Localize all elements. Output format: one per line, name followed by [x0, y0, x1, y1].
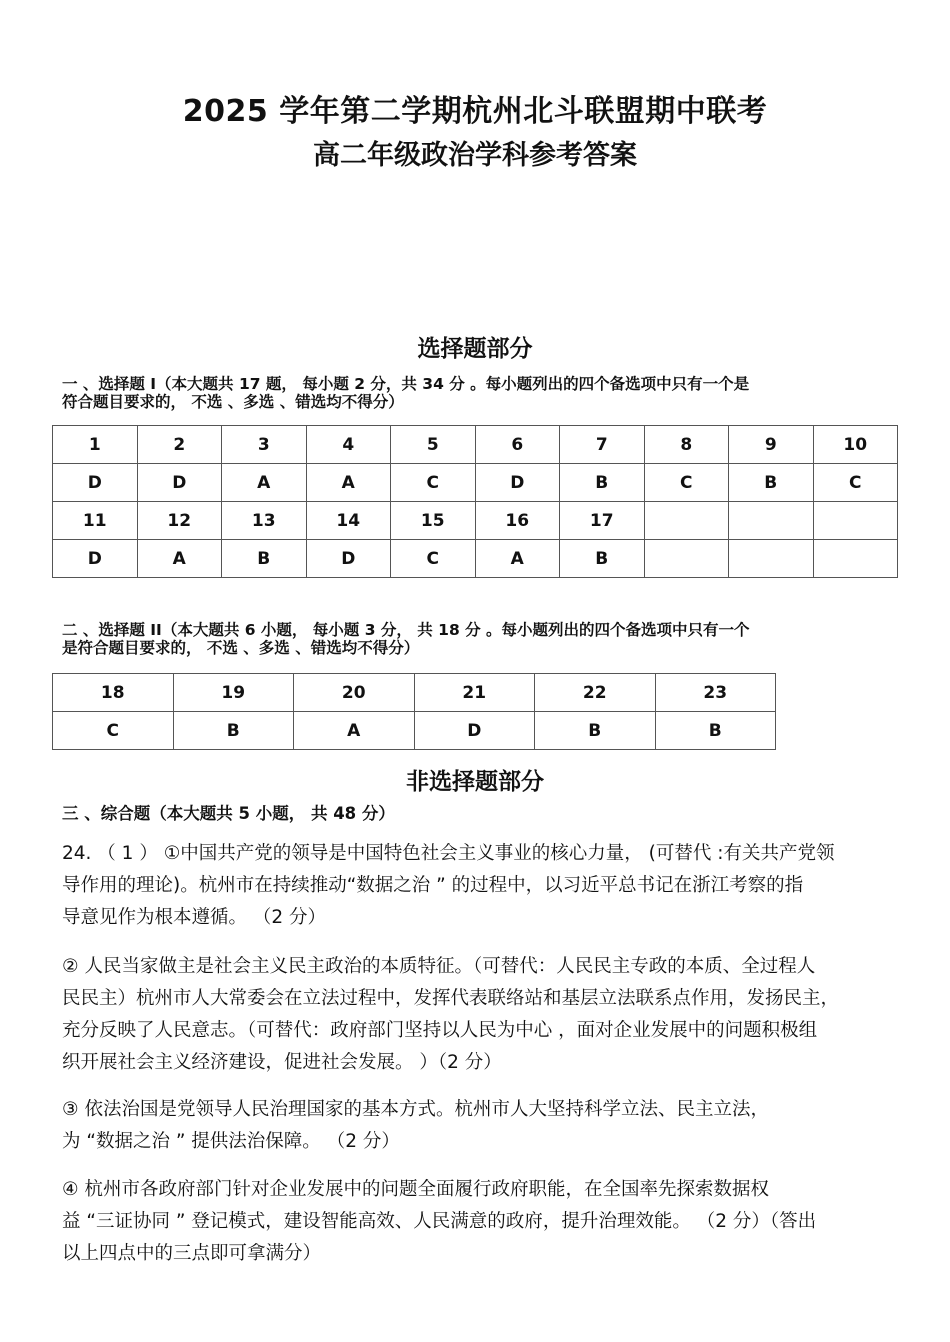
paragraph-line: 益 “三证协同 ” 登记模式，建设智能高效、人民满意的政府，提升治理效能。 （2 分）（答出 [62, 1211, 817, 1232]
table-cell: 21 [414, 674, 535, 712]
table-row [53, 712, 776, 750]
table-cell: B [535, 712, 656, 750]
document-subtitle: 高二年级政治学科参考答案 [313, 140, 637, 171]
table-row [53, 502, 898, 540]
table-cell: B [560, 464, 645, 502]
paragraph-line: ② 人民当家做主是社会主义民主政治的本质特征。（可替代：人民民主专政的本质、全过程人 [62, 956, 816, 977]
table-row [53, 674, 776, 712]
paragraph-line: 导意见作为根本遵循。 （2 分） [62, 907, 327, 928]
part2-instruction [62, 621, 892, 657]
table-cell: 14 [306, 502, 391, 540]
nonmc-section-heading: 非选择题部分 [406, 769, 544, 795]
table-cell: A [137, 540, 222, 578]
table-cell: 9 [729, 426, 814, 464]
table-cell [729, 502, 814, 540]
table-cell: 8 [644, 426, 729, 464]
table-cell: 1 [53, 426, 138, 464]
table-cell: C [644, 464, 729, 502]
paragraph-line: 以上四点中的三点即可拿满分） [62, 1243, 322, 1264]
table-cell [729, 540, 814, 578]
table-cell: 6 [475, 426, 560, 464]
table-cell: 18 [53, 674, 174, 712]
answer-paragraph-4 [62, 1174, 892, 1270]
table-cell: B [560, 540, 645, 578]
table-cell: 17 [560, 502, 645, 540]
table-cell: 10 [813, 426, 898, 464]
table-row [53, 540, 898, 578]
paragraph-line: 充分反映了人民意志。（可替代：政府部门坚持以人民为中心 ，面对企业发展中的问题积极组 [62, 1020, 818, 1041]
table-cell: A [306, 464, 391, 502]
table-cell: 20 [294, 674, 415, 712]
part1-instruction [62, 375, 892, 411]
table-cell: D [414, 712, 535, 750]
document-title: 2025 学年第二学期杭州北斗联盟期中联考 [182, 94, 768, 129]
table-cell: 16 [475, 502, 560, 540]
part1-instruction-line2: 符合题目要求的， 不选 、多选 、错选均不得分） [62, 393, 404, 411]
table-row [53, 464, 898, 502]
table-row [53, 426, 898, 464]
table-cell [813, 540, 898, 578]
part1-instruction-line1: 一 、选择题 I（本大题共 17 题， 每小题 2 分，共 34 分 。每小题列出的四个备选项中只有一个是 [62, 375, 750, 393]
table-cell: 2 [137, 426, 222, 464]
part1-answer-table-body [53, 426, 898, 578]
answer-paragraph-24-1 [62, 838, 892, 934]
part2-answer-table [52, 673, 776, 750]
table-cell: B [222, 540, 307, 578]
paragraph-line: 织开展社会主义经济建设，促进社会发展。 ）（2 分） [62, 1052, 502, 1073]
part2-answer-table-body [53, 674, 776, 750]
table-cell [644, 540, 729, 578]
table-cell: B [173, 712, 294, 750]
table-cell: 13 [222, 502, 307, 540]
paragraph-line: ③ 依法治国是党领导人民治理国家的基本方式。杭州市人大坚持科学立法、民主立法， [62, 1099, 769, 1120]
table-cell: 23 [655, 674, 776, 712]
table-cell: 15 [391, 502, 476, 540]
table-cell: D [137, 464, 222, 502]
table-cell: 11 [53, 502, 138, 540]
part2-instruction-line1: 二 、选择题 II（本大题共 6 小题， 每小题 3 分， 共 18 分 。每小题列出的四个备选项中只有一个 [62, 621, 750, 639]
part2-instruction-line2: 是符合题目要求的， 不选 、多选 、错选均不得分） [62, 639, 420, 657]
table-cell: C [813, 464, 898, 502]
table-cell: C [391, 464, 476, 502]
table-cell [813, 502, 898, 540]
part3-instruction: 三 、综合题（本大题共 5 小题， 共 48 分） [62, 804, 395, 823]
paragraph-line: 民民主）杭州市人大常委会在立法过程中，发挥代表联络站和基层立法联系点作用，发扬民主， [62, 988, 840, 1009]
table-cell: 12 [137, 502, 222, 540]
table-cell: 3 [222, 426, 307, 464]
table-cell [644, 502, 729, 540]
table-cell: A [294, 712, 415, 750]
table-cell: A [222, 464, 307, 502]
answer-paragraph-2 [62, 951, 892, 1079]
table-cell: B [729, 464, 814, 502]
answer-paragraph-3 [62, 1094, 892, 1158]
paragraph-line: 导作用的理论)。杭州市在持续推动“数据之治 ” 的过程中，以习近平总书记在浙江考察的指 [62, 875, 804, 896]
paragraph-line: ④ 杭州市各政府部门针对企业发展中的问题全面履行政府职能，在全国率先探索数据权 [62, 1179, 769, 1200]
table-cell: C [391, 540, 476, 578]
table-cell: C [53, 712, 174, 750]
table-cell: 22 [535, 674, 656, 712]
table-cell: 19 [173, 674, 294, 712]
table-cell: 4 [306, 426, 391, 464]
table-cell: D [53, 464, 138, 502]
table-cell: D [306, 540, 391, 578]
mc-section-heading: 选择题部分 [417, 336, 533, 362]
table-cell: D [53, 540, 138, 578]
table-cell: 5 [391, 426, 476, 464]
table-cell: A [475, 540, 560, 578]
part1-answer-table [52, 425, 898, 578]
table-cell: D [475, 464, 560, 502]
table-cell: B [655, 712, 776, 750]
paragraph-line: 为 “数据之治 ” 提供法治保障。 （2 分） [62, 1131, 400, 1152]
table-cell: 7 [560, 426, 645, 464]
paragraph-line: 24. （ 1 ） ①中国共产党的领导是中国特色社会主义事业的核心力量， (可替代 :有关共产党领 [62, 843, 835, 864]
